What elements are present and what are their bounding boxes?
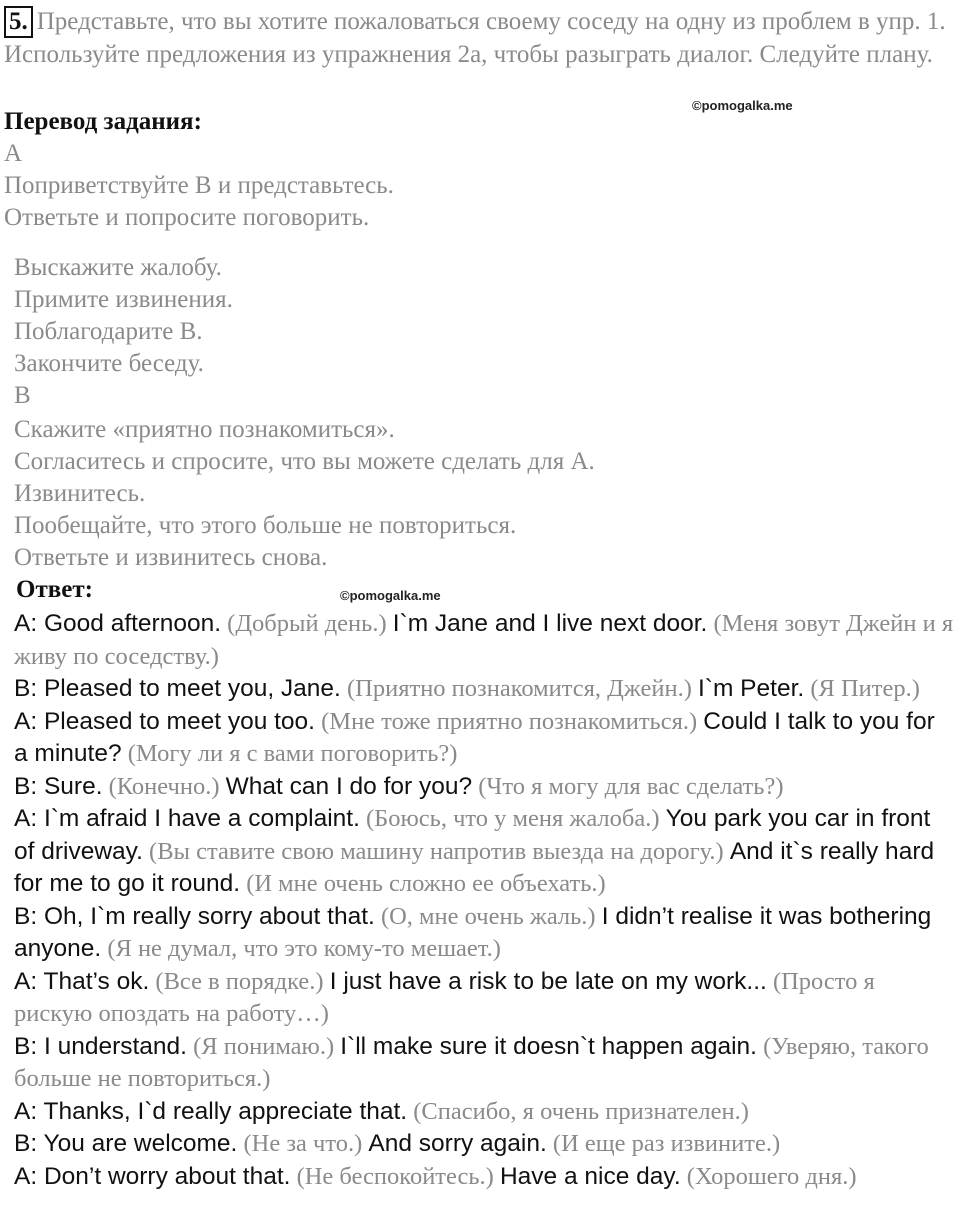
watermark: ©pomogalka.me (692, 98, 793, 113)
english-text: I didn’t realise it was bothering anyone. (14, 902, 932, 962)
translation-text: (И мне очень сложно ее объехать.) (246, 870, 606, 897)
translation-text: (Не беспокойтесь.) (296, 1162, 494, 1190)
english-text: A: That’s ok. (14, 967, 150, 995)
dialogue-line (14, 1096, 954, 1129)
translation-text: (Приятно познакомится, Джейн.) (347, 675, 692, 702)
task-text: Представьте, что вы хотите пожаловаться своему соседу на одну из проблем в упр. 1. Используйте предложения из упражнения 2а, чтобы разыграть диалог. Следуйте плану. (4, 8, 946, 68)
dialogue-line (14, 1161, 954, 1194)
translation-text: (Хорошего дня.) (686, 1162, 857, 1190)
translation-text: (Я не думал, что это кому-то мешает.) (107, 935, 501, 962)
english-text: What can I do for you? (225, 772, 473, 800)
translation-text: (Не за что.) (243, 1130, 363, 1157)
plan-line: Извинитесь. (14, 480, 146, 507)
translation-text: (Вы ставите свою машину напротив выезда на дорогу.) (149, 837, 724, 865)
dialogue-line (14, 901, 954, 966)
english-text: B: I understand. (14, 1032, 187, 1060)
translation-text: (Могу ли я с вами поговорить?) (127, 740, 458, 767)
english-text: B: Sure. (14, 772, 103, 800)
english-text: B: Pleased to meet you, Jane. (14, 675, 341, 702)
plan-line: Согласитесь и спросите, что вы можете сделать для А. (14, 448, 595, 475)
english-text: I just have a risk to be late on my work... (329, 967, 767, 995)
english-text: B: Oh, I`m really sorry about that. (14, 902, 375, 930)
english-text: B: You are welcome. (14, 1130, 238, 1157)
translation-heading: Перевод задания: (4, 108, 202, 135)
english-text: A: Thanks, I`d really appreciate that. (14, 1097, 408, 1125)
plan-line: Поприветствуйте В и представьтесь. (4, 172, 394, 199)
english-text: A: Good afternoon. (14, 610, 222, 637)
english-text: I`m Peter. (697, 675, 805, 702)
english-text: Could I talk to you for a minute? (14, 707, 935, 767)
dialogue-line (14, 706, 954, 771)
dialogue (14, 608, 954, 1193)
dialogue-line (14, 1128, 954, 1161)
plan-line: Скажите «приятно познакомиться». (14, 416, 395, 443)
translation-text: (Уверяю, такого больше не повториться.) (14, 1032, 929, 1092)
english-text: You park you car in front of driveway. (14, 805, 931, 865)
translation-text: (Конечно.) (108, 772, 220, 800)
translation-text: (Что я могу для вас сделать?) (478, 772, 784, 800)
english-text: I`m Jane and I live next door. (392, 610, 708, 637)
dialogue-line (14, 966, 954, 1031)
task-number: 5. (4, 6, 33, 38)
translation-text: (Мне тоже приятно познакомиться.) (321, 707, 698, 735)
plan-line: Примите извинения. (14, 286, 233, 313)
answer-heading: Ответ: (16, 576, 93, 603)
translation-text: (Просто я рискую опоздать на работу…) (14, 967, 875, 1027)
plan-line: Пообещайте, что этого больше не повториться. (14, 512, 517, 539)
plan-line: B (14, 382, 31, 409)
watermark: ©pomogalka.me (340, 588, 441, 603)
plan-line: Ответьте и извинитесь снова. (14, 544, 328, 571)
dialogue-line (14, 771, 954, 804)
translation-text: (Все в порядке.) (155, 967, 324, 995)
dialogue-line (14, 673, 954, 706)
plan-line: Ответьте и попросите поговорить. (4, 204, 370, 231)
plan-line: Закончите беседу. (14, 350, 204, 377)
english-text: And sorry again. (368, 1130, 547, 1157)
plan-line: A (4, 140, 23, 167)
plan-line: Выскажите жалобу. (14, 254, 222, 281)
english-text: A: Don’t worry about that. (14, 1162, 291, 1190)
english-text: Have a nice day. (499, 1162, 681, 1190)
dialogue-line (14, 608, 954, 673)
translation-text: (Добрый день.) (227, 610, 387, 637)
translation-text: (Я понимаю.) (193, 1032, 335, 1060)
english-text: A: Pleased to meet you too. (14, 707, 315, 735)
dialogue-line (14, 1031, 954, 1096)
translation-text: (О, мне очень жаль.) (380, 902, 596, 930)
english-text: A: I`m afraid I have a complaint. (14, 805, 360, 832)
english-text: I`ll make sure it doesn`t happen again. (340, 1032, 757, 1060)
translation-text: (Спасибо, я очень признателен.) (413, 1097, 749, 1125)
dialogue-line (14, 803, 954, 901)
english-text: And it`s really hard for me to go it round. (14, 837, 935, 897)
plan-line: Поблагодарите В. (14, 318, 203, 345)
task-statement (4, 5, 954, 71)
translation-text: (Меня зовут Джейн и я живу по соседству.) (14, 610, 954, 670)
translation-text: (Я Питер.) (810, 675, 920, 702)
translation-text: (И еще раз извините.) (552, 1130, 781, 1157)
translation-text: (Боюсь, что у меня жалоба.) (366, 805, 660, 832)
